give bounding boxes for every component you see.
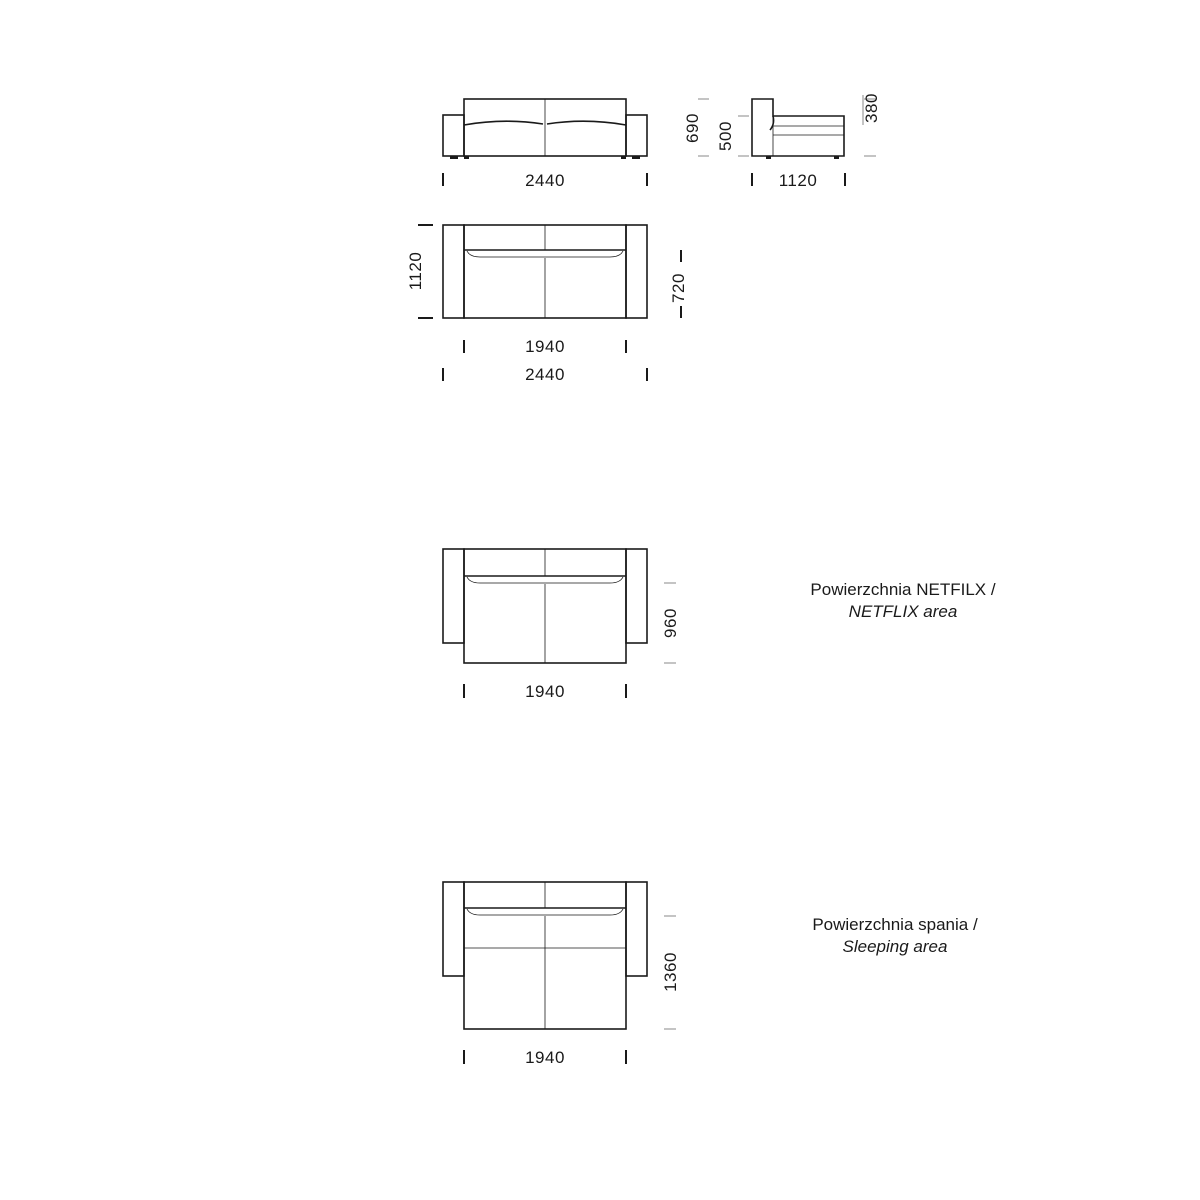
netflix-area-caption — [783, 579, 1023, 623]
sleeping-area-caption — [775, 914, 1015, 958]
side-depth-label: 1120 — [778, 171, 818, 190]
netflix-caption-en: NETFLIX area — [848, 602, 958, 621]
top-total-width-label: 2440 — [525, 365, 565, 384]
sleeping-view — [443, 882, 680, 1067]
netflix-caption-pl: Powierzchnia NETFILX / — [810, 580, 996, 599]
side-back-height-label: 380 — [862, 93, 881, 123]
netflix-depth-label: 960 — [661, 608, 680, 638]
sleeping-width-label: 1940 — [525, 1048, 565, 1067]
netflix-width-label: 1940 — [525, 682, 565, 701]
side-view — [683, 93, 881, 190]
sleeping-depth-label: 1360 — [661, 952, 680, 992]
front-width-label: 2440 — [525, 171, 565, 190]
top-depth-label: 1120 — [406, 251, 425, 291]
sleeping-caption-en: Sleeping area — [842, 937, 948, 956]
side-seat-height-label: 500 — [716, 121, 735, 151]
top-seat-width-label: 1940 — [525, 337, 565, 356]
sleeping-caption-pl: Powierzchnia spania / — [812, 915, 978, 934]
top-seat-depth-label: 720 — [669, 273, 688, 303]
netflix-view — [443, 549, 680, 701]
top-view — [406, 225, 688, 384]
side-total-height-label: 690 — [683, 113, 702, 143]
front-view — [443, 99, 647, 190]
